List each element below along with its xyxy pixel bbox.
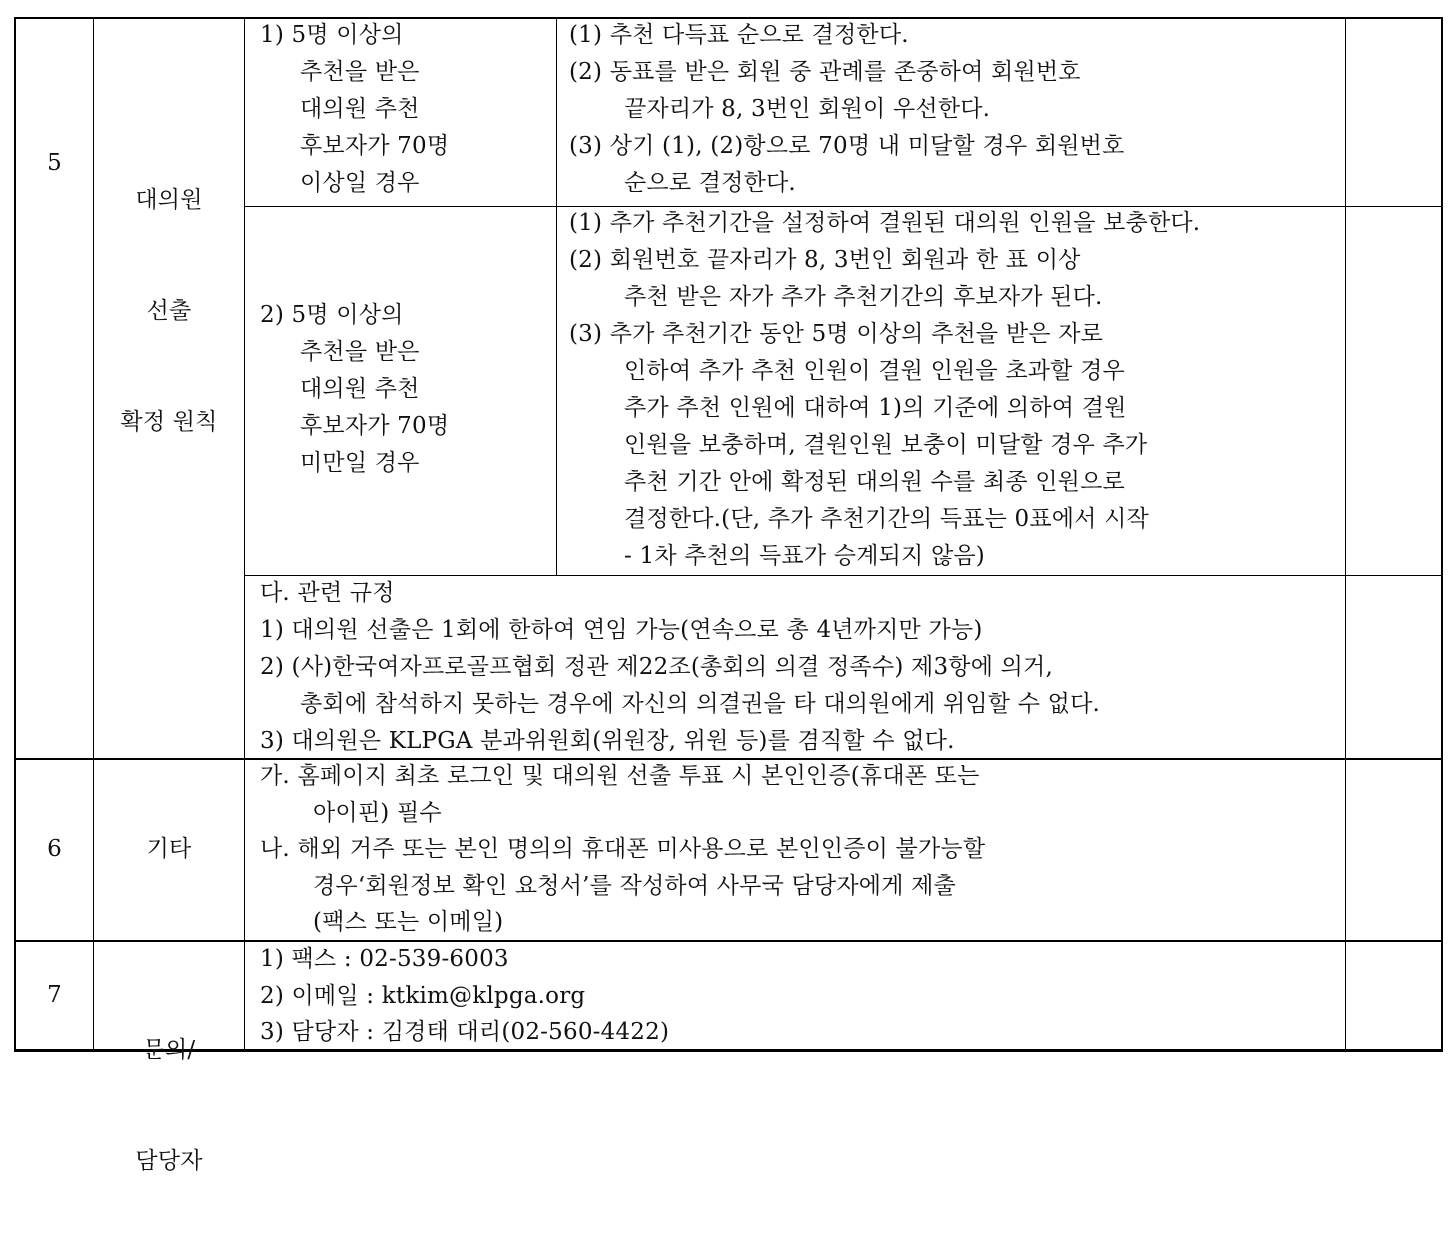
col-line-cond <box>556 17 557 575</box>
condition-line: 1) 5명 이상의 <box>260 22 404 48</box>
row-title-line: 확정 원칙 <box>120 409 218 435</box>
row-line-related <box>245 575 1441 576</box>
col-line-title <box>244 17 245 1052</box>
contact-email: 2) 이메일 : ktkim@klpga.org <box>260 983 586 1009</box>
rule-line: 추가 추천 인원에 대하여 1)의 기준에 의하여 결원 <box>624 395 1127 421</box>
row-title <box>94 108 244 515</box>
row-title-line: 선출 <box>146 298 192 324</box>
note-line: 가. 홈페이지 최초 로그인 및 대의원 선출 투표 시 본인인증(휴대폰 또는 <box>260 763 980 789</box>
condition-line: 이상일 경우 <box>300 170 420 196</box>
note-line: (팩스 또는 이메일) <box>313 909 504 935</box>
table-border-right <box>1441 17 1443 1052</box>
related-heading: 다. 관련 규정 <box>260 580 395 606</box>
related-line: 총회에 참석하지 못하는 경우에 자신의 의결권을 타 대의원에게 위임할 수 없다. <box>300 691 1100 717</box>
condition-line: 대의원 추천 <box>300 376 420 402</box>
col-line-remark <box>1345 17 1346 1052</box>
condition-line: 대의원 추천 <box>300 96 420 122</box>
condition-line: 추천을 받은 <box>300 339 420 365</box>
row-number: 5 <box>47 150 62 176</box>
related-line: 1) 대의원 선출은 1회에 한하여 연임 가능(연속으로 총 4년까지만 가능) <box>260 617 983 643</box>
row-title-line: 문의/ <box>142 1037 196 1063</box>
rule-line: (1) 추가 추천기간을 설정하여 결원된 대의원 인원을 보충한다. <box>569 210 1201 236</box>
related-line: 3) 대의원은 KLPGA 분과위원회(위원장, 위원 등)를 겸직할 수 없다. <box>260 728 955 754</box>
rule-line: (3) 추가 추천기간 동안 5명 이상의 추천을 받은 자로 <box>569 321 1104 347</box>
rule-line: 인하여 추가 추천 인원이 결원 인원을 초과할 경우 <box>624 358 1125 384</box>
row-title <box>94 958 244 1254</box>
condition-line: 후보자가 70명 <box>300 413 450 439</box>
rule-line: (3) 상기 (1), (2)항으로 70명 내 미달할 경우 회원번호 <box>569 133 1125 159</box>
related-line: 2) (사)한국여자프로골프협회 정관 제22조(총회의 의결 정족수) 제3항에 의거, <box>260 654 1053 680</box>
condition-line: 2) 5명 이상의 <box>260 302 404 328</box>
rule-line: 결정한다.(단, 추가 추천기간의 득표는 0표에서 시작 <box>624 506 1149 532</box>
note-line: 아이핀) 필수 <box>313 800 442 826</box>
condition-line: 미만일 경우 <box>300 450 420 476</box>
rule-line: - 1차 추천의 득표가 승계되지 않음) <box>624 543 985 569</box>
rule-line: 추천 받은 자가 추가 추천기간의 후보자가 된다. <box>624 284 1103 310</box>
row-title: 기타 <box>146 836 192 862</box>
row-title-line: 대의원 <box>135 187 203 213</box>
row-number: 6 <box>47 836 62 862</box>
note-line: 나. 해외 거주 또는 본인 명의의 휴대폰 미사용으로 본인인증이 불가능할 <box>260 836 986 862</box>
contact-fax: 1) 팩스 : 02-539-6003 <box>260 946 509 972</box>
rule-line: 순으로 결정한다. <box>624 170 796 196</box>
rule-line: 인원을 보충하며, 결원인원 보충이 미달할 경우 추가 <box>624 432 1148 458</box>
row-line-7 <box>14 940 1443 942</box>
row-number: 7 <box>47 982 62 1008</box>
rule-line: 끝자리가 8, 3번인 회원이 우선한다. <box>624 96 991 122</box>
condition-line: 추천을 받은 <box>300 59 420 85</box>
rule-line: (2) 회원번호 끝자리가 8, 3번인 회원과 한 표 이상 <box>569 247 1081 273</box>
rule-line: 추천 기간 안에 확정된 대의원 수를 최종 인원으로 <box>624 469 1125 495</box>
rule-line: (2) 동표를 받은 회원 중 관례를 존중하여 회원번호 <box>569 59 1081 85</box>
rule-line: (1) 추천 다득표 순으로 결정한다. <box>569 22 909 48</box>
row-title-line: 담당자 <box>135 1148 203 1174</box>
condition-line: 후보자가 70명 <box>300 133 450 159</box>
contact-person: 3) 담당자 : 김경태 대리(02-560-4422) <box>260 1019 670 1045</box>
note-line: 경우‘회원정보 확인 요청서’를 작성하여 사무국 담당자에게 제출 <box>313 873 956 899</box>
